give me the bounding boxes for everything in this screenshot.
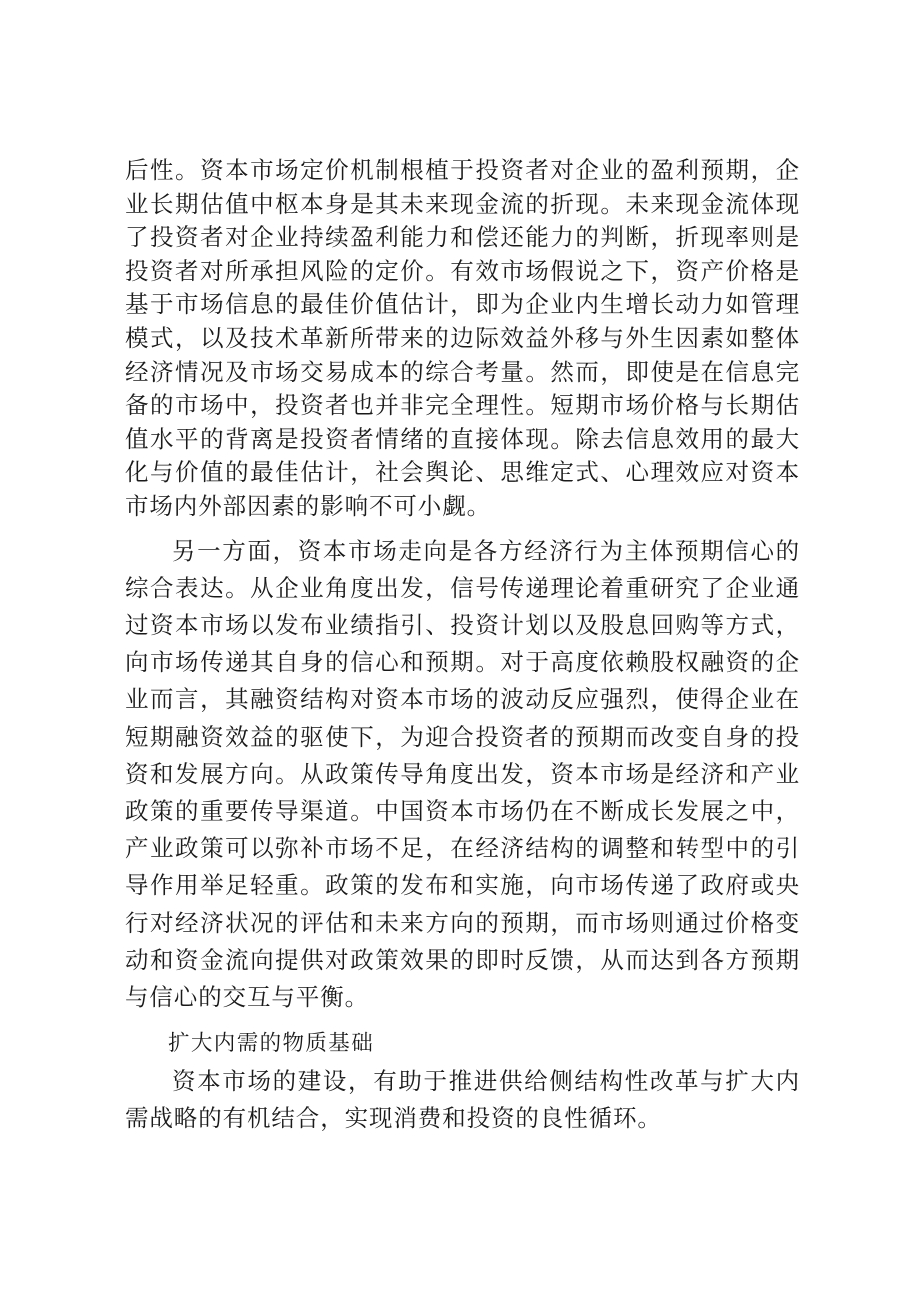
document-page <box>125 154 800 1137</box>
paragraph-expectations: 另一方面，资本市场走向是各方经济行为主体预期信心的综合表达。从企业角度出发，信号传递理论着重研究了企业通过资本市场以发布业绩指引、投资计划以及股息回购等方式，向市场传递其自身的信心和预期。对于高度依赖股权融资的企业而言，其融资结构对资本市场的波动反应强烈，使得企业在短期融资效益的驱使下，为迎合投资者的预期而改变自身的投资和发展方向。从政策传导角度出发，资本市场是经济和产业政策的重要传导渠道。中国资本市场仍在不断成长发展之中，产业政策可以弥补市场不足，在经济结构的调整和转型中的引导作用举足轻重。政策的发布和实施，向市场传递了政府或央行对经济状况的评估和未来方向的预期，而市场则通过价格变动和资金流向提供对政策效果的即时反馈，从而达到各方预期与信心的交互与平衡。 <box>125 536 800 1011</box>
section-heading: 扩大内需的物质基础 <box>168 1031 375 1057</box>
paragraph-domestic-demand: 资本市场的建设，有助于推进供给侧结构性改革与扩大内需战略的有机结合，实现消费和投资的良性循环。 <box>125 1067 800 1133</box>
paragraph-continued: 后性。资本市场定价机制根植于投资者对企业的盈利预期，企业长期估值中枢本身是其未来现金流的折现。未来现金流体现了投资者对企业持续盈利能力和偿还能力的判断，折现率则是投资者对所承担风险的定价。有效市场假说之下，资产价格是基于市场信息的最佳价值估计，即为企业内生增长动力如管理模式，以及技术革新所带来的边际效益外移与外生因素如整体经济情况及市场交易成本的综合考量。然而，即使是在信息完备的市场中，投资者也并非完全理性。短期市场价格与长期估值水平的背离是投资者情绪的直接体现。除去信息效用的最大化与价值的最佳估计，社会舆论、思维定式、心理效应对资本市场内外部因素的影响不可小觑。 <box>125 156 800 520</box>
